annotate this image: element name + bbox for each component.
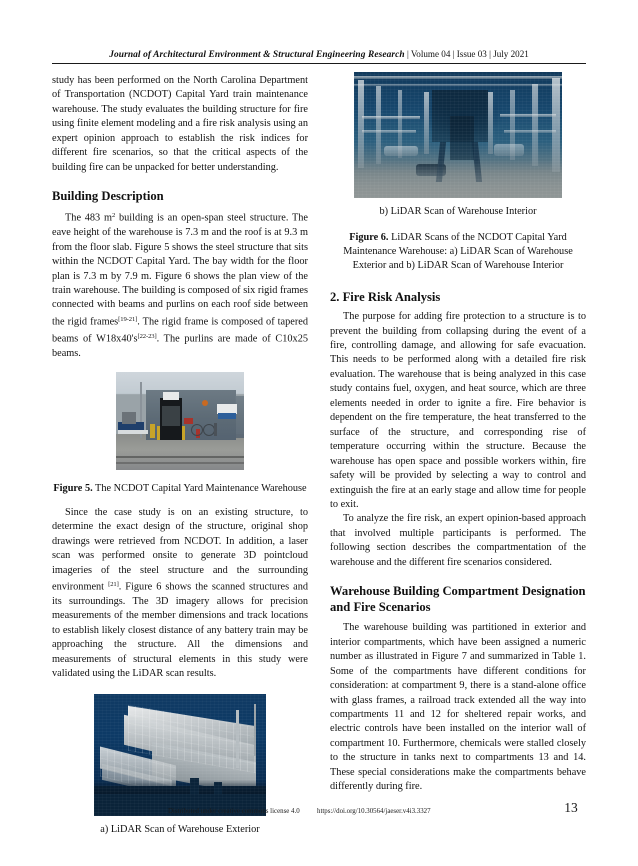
header-rule-divider <box>52 63 586 64</box>
citation-21: [21] <box>108 580 119 588</box>
journal-issue-meta: | Volume 04 | Issue 03 | July 2021 <box>404 49 529 59</box>
paragraph-building-description <box>52 209 308 361</box>
paragraph-compartment-designation: The warehouse building was partitioned in exterior and interior compartments, which have been assigned a numeric number as illustrated in Figure 7 and summarized in Table 1. Some of the compartments have different conditions for consideration: at compartment 9, there is a stand-alone office with glass frames, a railroad track extended all the way into compartments 11 and 12 for sheltered repair works, and electric controls have been installed on the interior wall of compartment 10. Furthermore, chemicals were stalled closely to the structure in tanks next to compartments 13 and 14. These special considerations make the compartments behave differently during fire. <box>330 622 586 793</box>
scan-text-part-1: Since the case study is on an existing structure, to determine the exact design of the structure, original shop drawings were retrieved from NCDOT. In addition, a laser scan was performed onsite to generate 3D pointcloud imageries of the steel structure and the surrounding environment <box>52 506 308 593</box>
paragraph-fire-purpose: The purpose for adding fire protection to a structure is to prevent the building from collapsing during the event of a fire, controlling damage, and allowing for safe evacuation. This needs to be performed along with a detailed fire risk evaluation. The warehouse that is being analyzed in this case study contains fuel, oxygen, and heat source, which are three elements needed in order to ignite a fire. Fire behavior is dependent on the fire temperature, the heat transferred to the surface of the structure, and corresponding rise of temperature occurring within the structure. Because the warehouse has open space and possible workers within, fire safety will be provided by selecting a way to control and extinguish the fire at an early stage and allow time for people to exit. <box>330 311 586 510</box>
building-text-part-1: The 483 m <box>65 212 112 224</box>
heading-building-description: Building Description <box>52 189 164 204</box>
footer-doi-link[interactable]: https://doi.org/10.30564/jaeser.v4i3.3327 <box>317 808 431 815</box>
footer-license-note: Distributed under creative commons license 4.0 <box>168 808 300 815</box>
paragraph-fire-expert-opinion: To analyze the fire risk, an expert opinion-based approach that involved multiple participants is performed. The following section describes the compartmentation of the warehouse and the different fire scenarios considered. <box>330 513 586 568</box>
building-text-part-4: . The purlins are made of C10x25 beams. <box>52 333 308 360</box>
figure-5-caption <box>52 482 308 496</box>
lidar-scan-warehouse-interior <box>354 72 562 198</box>
heading-compartment-designation: Warehouse Building Compartment Designation and Fire Scenarios <box>330 584 586 615</box>
figure-5-caption-text: The NCDOT Capital Yard Maintenance Warehouse <box>92 483 307 495</box>
heading-fire-risk-analysis: 2. Fire Risk Analysis <box>330 290 441 305</box>
figure-6b <box>330 72 586 273</box>
figure-6a-sublabel: a) LiDAR Scan of Warehouse Exterior <box>100 823 260 835</box>
scan-text-part-2: . Figure 6 shows the scanned structures and its surroundings. The 3D imagery allows for precision measurements of the member dimensions and track locations to establish likely closest distance of any battery train may be approaching the structure. All the dimensions and measurements of structural elements in this study were validated using the LiDAR scan results. <box>52 581 308 680</box>
left-column <box>52 74 308 836</box>
citation-19-21: [19-21] <box>118 315 138 323</box>
paragraph-laser-scan <box>52 506 308 682</box>
page-number: 13 <box>564 800 578 815</box>
citation-22-23: [22-23] <box>137 332 157 340</box>
building-text-part-2: building is an open-span steel structure. The eave height of the warehouse is 7.3 m and the roof is at 9.3 m from the floor slab. Figure 5 shows the steel structure that sits within the NCDOT Capital Yard. The bay width for the floor plan is 7.3 m by 7.9 m. Figure 6 shows the plan view of the train warehouse. The building is composed of six rigid frames connected with beams and purlins on each roof side between the rigid frames <box>52 212 308 328</box>
figure-6-caption-text: LiDAR Scans of the NCDOT Capital Yard Maintenance Warehouse: a) LiDAR Scan of Warehouse Exterior and b) LiDAR Scan of Warehouse Interior <box>343 231 573 271</box>
running-head <box>52 48 586 61</box>
figure-6-caption-label: Figure 6. <box>349 231 389 243</box>
journal-title: Journal of Architectural Environment & Structural Engineering Research <box>109 50 405 60</box>
paragraph-intro-continued: study has been performed on the North Carolina Department of Transportation (NCDOT) Capital Yard train maintenance warehouse. The study evaluates the building structure for fire using finite element modeling and a fire risk analysis using an expert opinion approach to establish the risk indices for different fire scenarios, so that the critical aspects of the building fire can be unpacked for better understanding. <box>52 75 308 173</box>
building-text-part-3: . The rigid frame is composed of tapered beams of W18x40's <box>52 316 308 345</box>
figure-5-caption-label: Figure 5. <box>53 483 93 495</box>
lidar-scan-warehouse-exterior <box>94 694 266 816</box>
figure-6-caption <box>330 231 586 274</box>
right-column <box>330 74 586 795</box>
figure-6b-sublabel: b) LiDAR Scan of Warehouse Interior <box>379 206 537 217</box>
photo-ncdot-capital-yard-maintenance-warehouse <box>116 372 244 470</box>
superscript-square-meter: 2 <box>111 212 116 220</box>
figure-5 <box>52 372 308 496</box>
